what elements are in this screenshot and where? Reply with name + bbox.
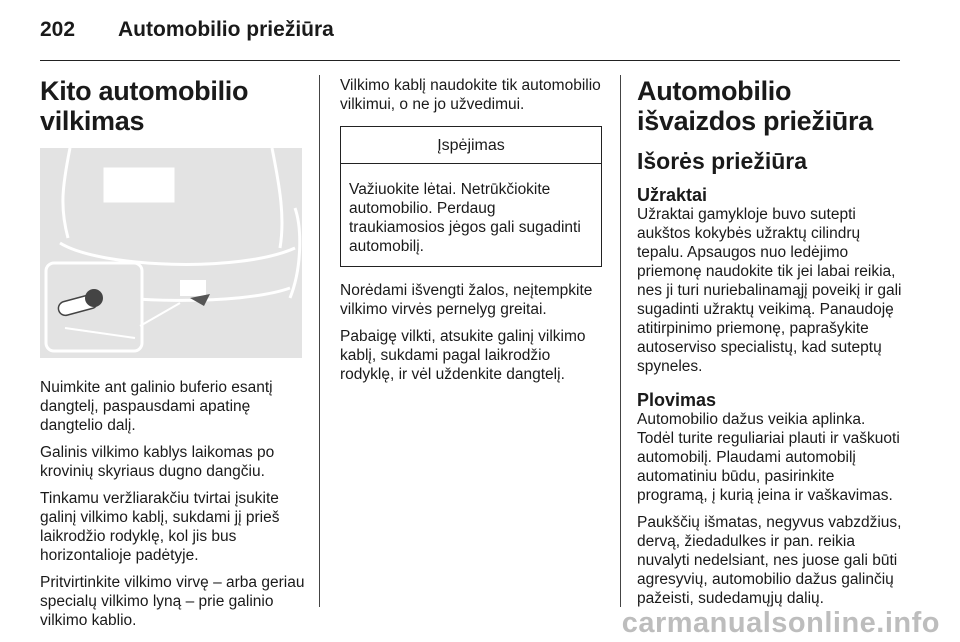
warning-box (340, 126, 602, 267)
paragraph: Tinkamu veržliarakčiu tvirtai įsukite galinį vilkimo kablį, sukdami jį prieš laikrodžio rodyklę, kol jis bus horizontalioje padėtyje. (40, 490, 280, 564)
column-divider (620, 75, 621, 607)
subheading: Išorės priežiūra (637, 148, 808, 174)
column-1 (40, 76, 305, 638)
paragraph: Norėdami išvengti žalos, neįtempkite vilkimo virvės pernelyg greitai. (340, 282, 593, 318)
paragraph: Nuimkite ant galinio buferio esantį dangtelį, paspausdami apatinę dangtelio dalį. (40, 379, 273, 434)
header-rule (40, 60, 900, 61)
column-3 (637, 76, 905, 616)
column-2 (340, 76, 602, 392)
section-heading: Kito automobilio vilkimas (40, 76, 249, 136)
paragraph: Pritvirtinkite vilkimo virvę – arba geriau specialų vilkimo lyną – prie galinio vilkimo kablio. (40, 574, 305, 629)
warning-body: Važiuokite lėtai. Netrūkčiokite automobilio. Perdaug traukiamosios jėgos gali sugadinti automobilį. (349, 181, 581, 255)
paragraph: Užraktai gamykloje buvo sutepti aukštos kokybės užraktų cilindrų tepalu. Apsaugos nuo ledėjimo priemonę naudokite tik jei labai reikia, nes ji turi nuriebalinamąjį poveikį ir gali sugadinti užraktų veikimą. Panaudoję atitirpinimo priemonę, paprašykite autoserviso specialistų, kad suteptų spyneles. (637, 206, 902, 375)
chapter-heading: Automobilio išvaizdos priežiūra (637, 76, 873, 136)
column-divider (319, 75, 320, 607)
rear-bumper-drawing (40, 148, 302, 358)
tow-hook-illustration (40, 148, 302, 358)
section-title: Plovimas (637, 390, 717, 410)
paragraph: Automobilio dažus veikia aplinka. Todėl turite reguliariai plauti ir vaškuoti automobilį. Plaudami automobilį automatiniu būdu, pasirinkite programą, į kurią įeina ir vaškavimas. (637, 411, 900, 504)
paragraph: Paukščių išmatas, negyvus vabzdžius, dervą, žiedadulkes ir pan. reikia nuvalyti nedelsiant, nes juose gali būti agresyvių, automobilio dažus galinčių pažeisti, sudedamųjų dalių. (637, 514, 902, 607)
running-title: Automobilio priežiūra (118, 18, 334, 41)
warning-title: Įspėjimas (341, 127, 601, 164)
paragraph: Galinis vilkimo kablys laikomas po krovinių skyriaus dugno dangčiu. (40, 444, 275, 480)
section-title: Užraktai (637, 185, 708, 205)
paragraph: Vilkimo kablį naudokite tik automobilio vilkimui, o ne jo užvedimui. (340, 77, 601, 113)
page-header (40, 18, 334, 48)
watermark: carmanualsonline.info (621, 607, 940, 639)
page-number: 202 (40, 18, 76, 41)
paragraph: Pabaigę vilkti, atsukite galinį vilkimo kablį, sukdami pagal laikrodžio rodyklę, ir vėl uždenkite dangtelį. (340, 328, 586, 383)
